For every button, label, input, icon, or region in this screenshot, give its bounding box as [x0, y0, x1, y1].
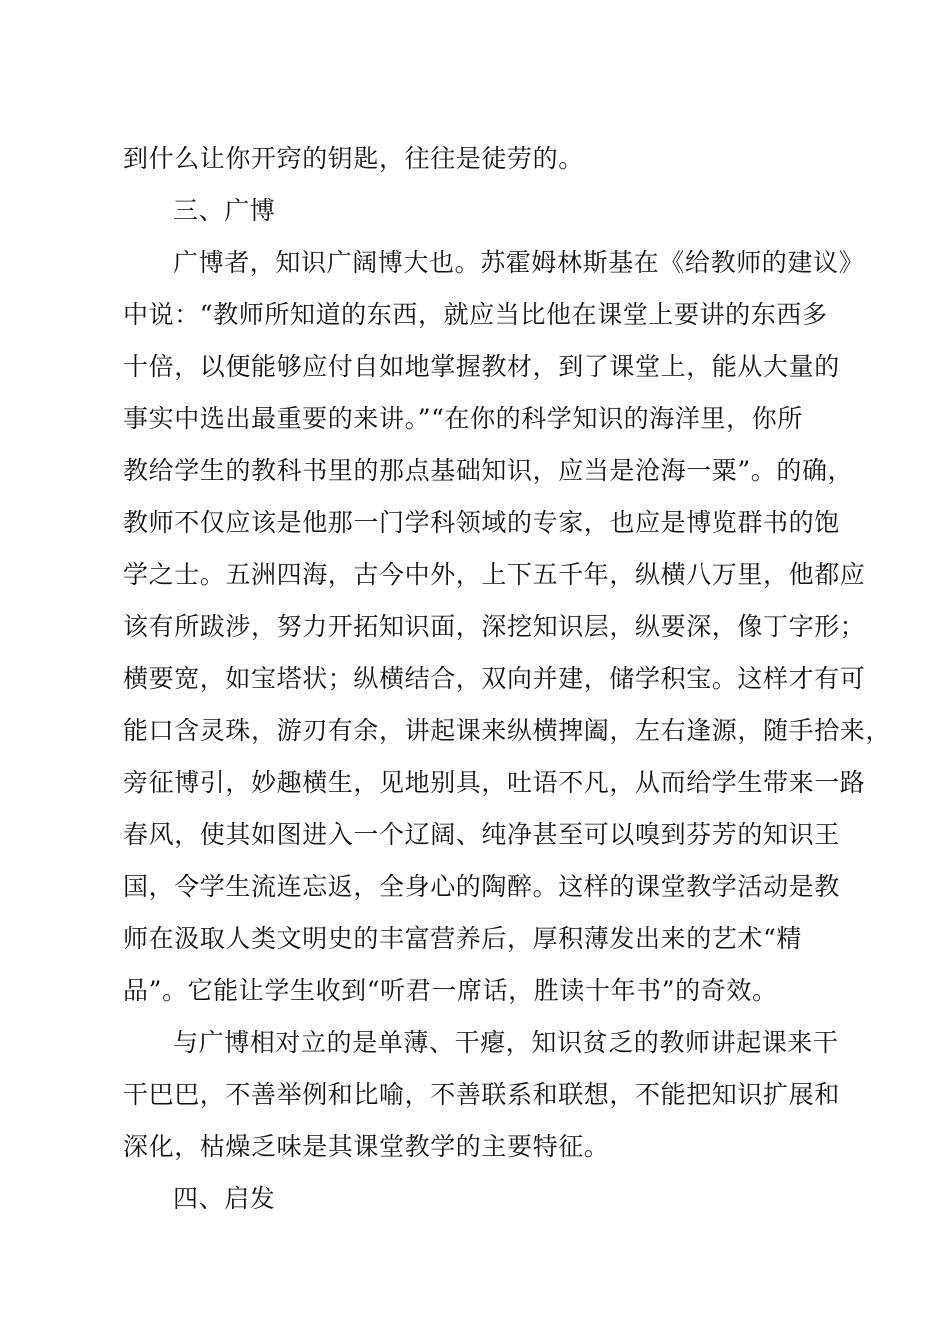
paragraph-line: 学之士。五洲四海，古今中外，上下五千年，纵横八万里，他都应	[123, 560, 866, 589]
section-heading: 三、广博	[173, 196, 276, 225]
paragraph-line: 品”。它能让学生收到“听君一席话，胜读十年书”的奇效。	[123, 976, 778, 1005]
paragraph-line: 深化，枯燥乏味是其课堂教学的主要特征。	[123, 1132, 610, 1161]
paragraph-line: 国，令学生流连忘返，全身心的陶醉。这样的课堂教学活动是教	[123, 872, 840, 901]
paragraph-line: 中说：“教师所知道的东西，就应当比他在课堂上要讲的东西多	[123, 300, 828, 329]
paragraph-line: 教给学生的教科书里的那点基础知识，应当是沧海一粟”。的确，	[123, 456, 854, 485]
paragraph-line: 教师不仅应该是他那一门学科领域的专家，也应是博览群书的饱	[123, 508, 840, 537]
paragraph-line: 旁征博引，妙趣横生，见地别具，吐语不凡，从而给学生带来一路	[123, 768, 866, 797]
paragraph-line: 该有所跋涉，努力开拓知识面，深挖知识层，纵要深，像丁字形；	[123, 612, 866, 641]
paragraph-line: 横要宽，如宝塔状；纵横结合，双向并建，储学积宝。这样才有可	[123, 664, 866, 693]
paragraph-line: 春风，使其如图进入一个辽阔、纯净甚至可以嗅到芬芳的知识王	[123, 820, 840, 849]
paragraph-line: 事实中选出最重要的来讲。”“在你的科学知识的海洋里，你所	[123, 404, 803, 433]
paragraph-line: 师在汲取人类文明史的丰富营养后，厚积薄发出来的艺术“精	[123, 924, 802, 953]
paragraph-line: 广博者，知识广阔博大也。苏霍姆林斯基在《给教师的建议》	[173, 248, 865, 277]
paragraph-line: 干巴巴，不善举例和比喻，不善联系和联想，不能把知识扩展和	[123, 1080, 840, 1109]
paragraph-line: 十倍，以便能够应付自如地掌握教材，到了课堂上，能从大量的	[123, 352, 840, 381]
section-heading: 四、启发	[173, 1184, 276, 1213]
paragraph-line: 能口含灵珠，游刃有余，讲起课来纵横捭阖，左右逢源，随手拾来，	[123, 716, 892, 745]
paragraph-line: 到什么让你开窍的钥匙，往往是徒劳的。	[123, 144, 584, 173]
paragraph-line: 与广博相对立的是单薄、干瘪，知识贫乏的教师讲起课来干	[173, 1028, 839, 1057]
